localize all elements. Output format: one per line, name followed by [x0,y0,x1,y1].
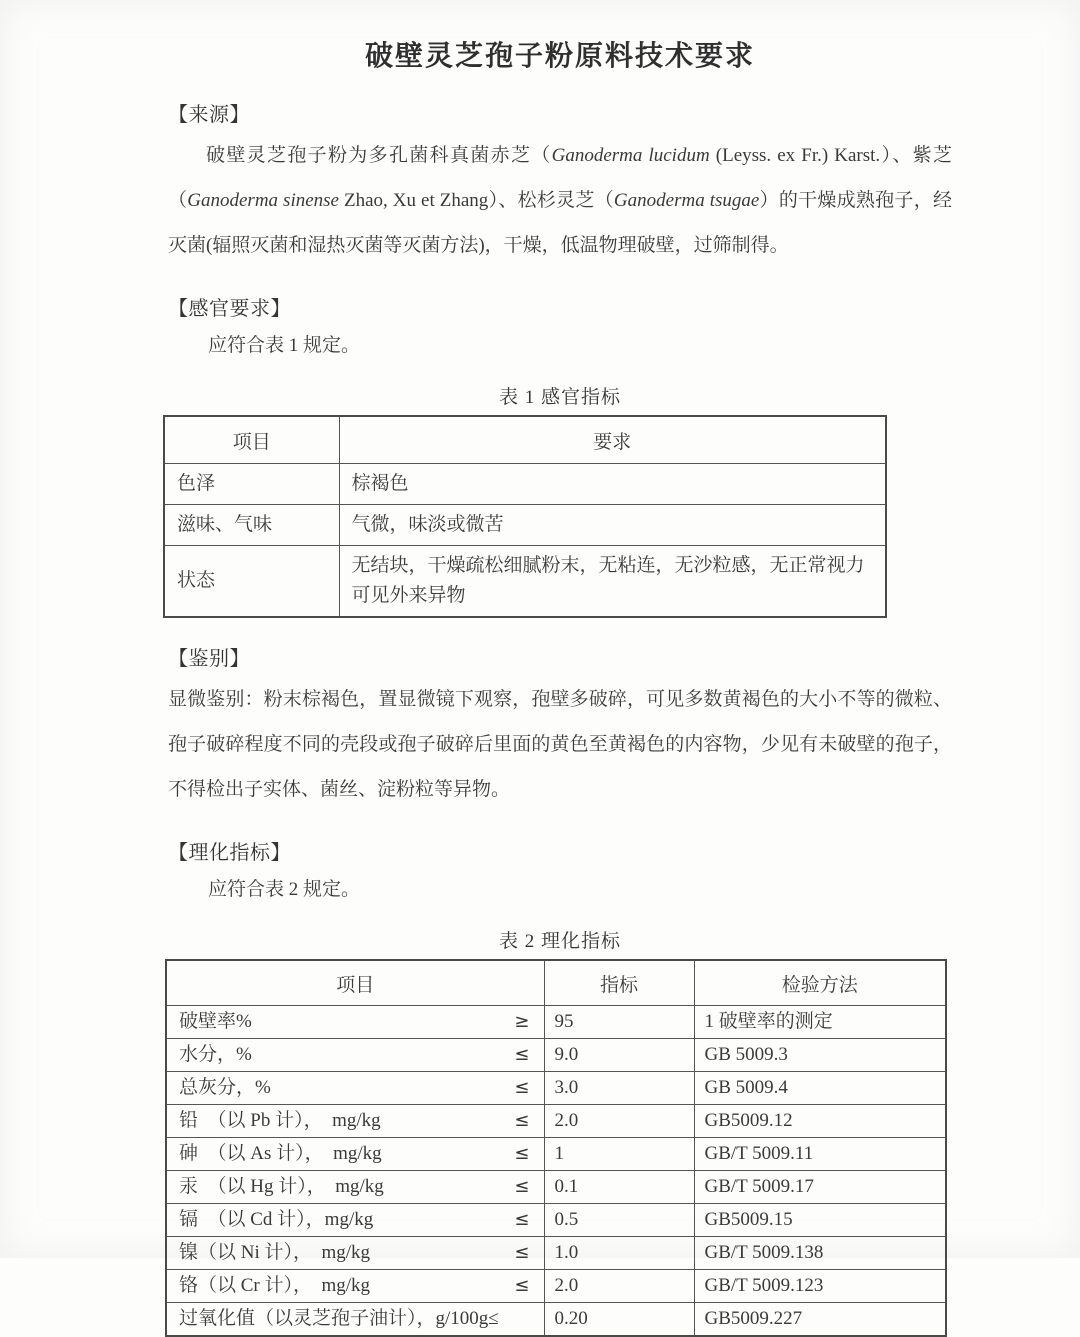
section-heading-physicochemical: 【理化指标】 [168,842,291,864]
species-name-sinense: Ganoderma sinense [187,190,339,211]
item-label: 水分，% [179,1044,252,1065]
table2-caption: 表 2 理化指标 [498,931,621,952]
comparator-symbol: ≤ [514,1209,530,1230]
table-header-row [164,416,886,464]
header-cell-requirement: 要求 [339,416,886,464]
source-paragraph [168,133,952,268]
item-label: 过氧化值（以灵芝孢子油计），g/100g≤ [179,1308,499,1329]
section-heading-identification: 【鉴别】 [168,648,250,670]
method-cell: GB/T 5009.11 [694,1138,946,1171]
item-cell: 滋味、气味 [164,505,339,546]
value-cell: 2.0 [544,1105,694,1138]
comparator-symbol: ≤ [514,1242,530,1263]
comparator-symbol: ≤ [514,1176,530,1197]
source-text: (Leyss. ex Fr.) Karst.）、紫芝（ [168,145,952,211]
comparator-symbol: ≤ [514,1044,530,1065]
physicochemical-table [165,959,947,1337]
item-label: 破壁率% [179,1011,252,1032]
source-text: 破壁灵芝孢子粉为多孔菌科真菌赤芝（ [206,145,552,166]
item-label: 镉 （以 Cd 计），mg/kg [179,1209,374,1230]
method-cell: GB/T 5009.123 [694,1270,946,1303]
comparator-symbol: ≤ [514,1143,530,1164]
value-cell: 0.5 [544,1204,694,1237]
table-row [166,1237,946,1270]
item-label: 汞 （以 Hg 计）， mg/kg [179,1176,384,1197]
header-cell-item: 项目 [164,416,339,464]
item-cell [166,1006,544,1039]
table-row [164,546,886,618]
item-label: 总灰分，% [179,1077,271,1098]
table-row [166,1303,946,1337]
table-row [164,464,886,505]
table1-caption: 表 1 感官指标 [498,387,621,408]
source-text: ）的干燥成熟孢子，经灭菌(辐照灭菌和湿热灭菌等灭菌方法)，干燥，低温物理破壁，过筛制得。 [168,190,952,256]
value-cell: 0.20 [544,1303,694,1337]
header-cell-item: 项目 [166,960,544,1006]
item-cell [166,1039,544,1072]
table-row [166,1039,946,1072]
header-cell-value: 指标 [544,960,694,1006]
requirement-cell: 棕褐色 [339,464,886,505]
table-row [166,1270,946,1303]
species-name-tsugae: Ganoderma tsugae [613,190,760,211]
item-cell: 色泽 [164,464,339,505]
table-row [166,1072,946,1105]
comparator-symbol: ≥ [514,1011,530,1032]
item-label: 镍（以 Ni 计）， mg/kg [179,1242,371,1263]
item-cell: 状态 [164,546,339,618]
method-cell: GB 5009.3 [694,1039,946,1072]
method-cell: GB5009.15 [694,1204,946,1237]
source-text: Zhao, Xu et Zhang）、松杉灵芝（ [338,190,614,211]
table-row [164,505,886,546]
sensory-note: 应符合表 1 规定。 [208,335,361,356]
requirement-cell: 气微，味淡或微苦 [339,505,886,546]
item-cell [166,1204,544,1237]
value-cell: 9.0 [544,1039,694,1072]
value-cell: 1.0 [544,1237,694,1270]
table-row [166,1006,946,1039]
table-row [166,1138,946,1171]
method-cell: GB/T 5009.138 [694,1237,946,1270]
comparator-symbol: ≤ [514,1110,530,1131]
value-cell: 1 [544,1138,694,1171]
item-label: 铬（以 Cr 计）， mg/kg [179,1275,371,1296]
value-cell: 2.0 [544,1270,694,1303]
table-header-row [166,960,946,1006]
method-cell: GB 5009.4 [694,1072,946,1105]
sensory-table [163,415,887,618]
physicochemical-note: 应符合表 2 规定。 [208,879,361,900]
species-name-lucidum: Ganoderma lucidum [551,145,710,166]
method-cell: GB5009.12 [694,1105,946,1138]
item-cell [166,1138,544,1171]
section-heading-source: 【来源】 [168,104,250,126]
item-cell [166,1171,544,1204]
item-cell [166,1105,544,1138]
table-row [166,1105,946,1138]
item-label: 铅 （以 Pb 计）， mg/kg [179,1110,381,1131]
table-row [166,1204,946,1237]
item-cell [166,1303,544,1337]
method-cell: 1 破壁率的测定 [694,1006,946,1039]
item-cell [166,1270,544,1303]
section-heading-sensory: 【感官要求】 [168,298,291,320]
method-cell: GB/T 5009.17 [694,1171,946,1204]
method-cell: GB5009.227 [694,1303,946,1337]
header-cell-method: 检验方法 [694,960,946,1006]
value-cell: 0.1 [544,1171,694,1204]
identification-paragraph: 显微鉴别：粉末棕褐色，置显微镜下观察，孢壁多破碎，可见多数黄褐色的大小不等的微粒、孢子破碎程度不同的壳段或孢子破碎后里面的黄色至黄褐色的内容物，少见有未破壁的孢子，不得检出子实体、菌丝、淀粉粒等异物。 [168,689,952,800]
comparator-symbol: ≤ [514,1275,530,1296]
table-row [166,1171,946,1204]
value-cell: 95 [544,1006,694,1039]
requirement-cell: 无结块，干燥疏松细腻粉末，无粘连，无沙粒感，无正常视力可见外来异物 [339,546,886,618]
value-cell: 3.0 [544,1072,694,1105]
item-label: 砷 （以 As 计）， mg/kg [179,1143,382,1164]
comparator-symbol: ≤ [514,1077,530,1098]
item-cell [166,1237,544,1270]
item-cell [166,1072,544,1105]
page-title: 破壁灵芝孢子粉原料技术要求 [364,40,755,71]
